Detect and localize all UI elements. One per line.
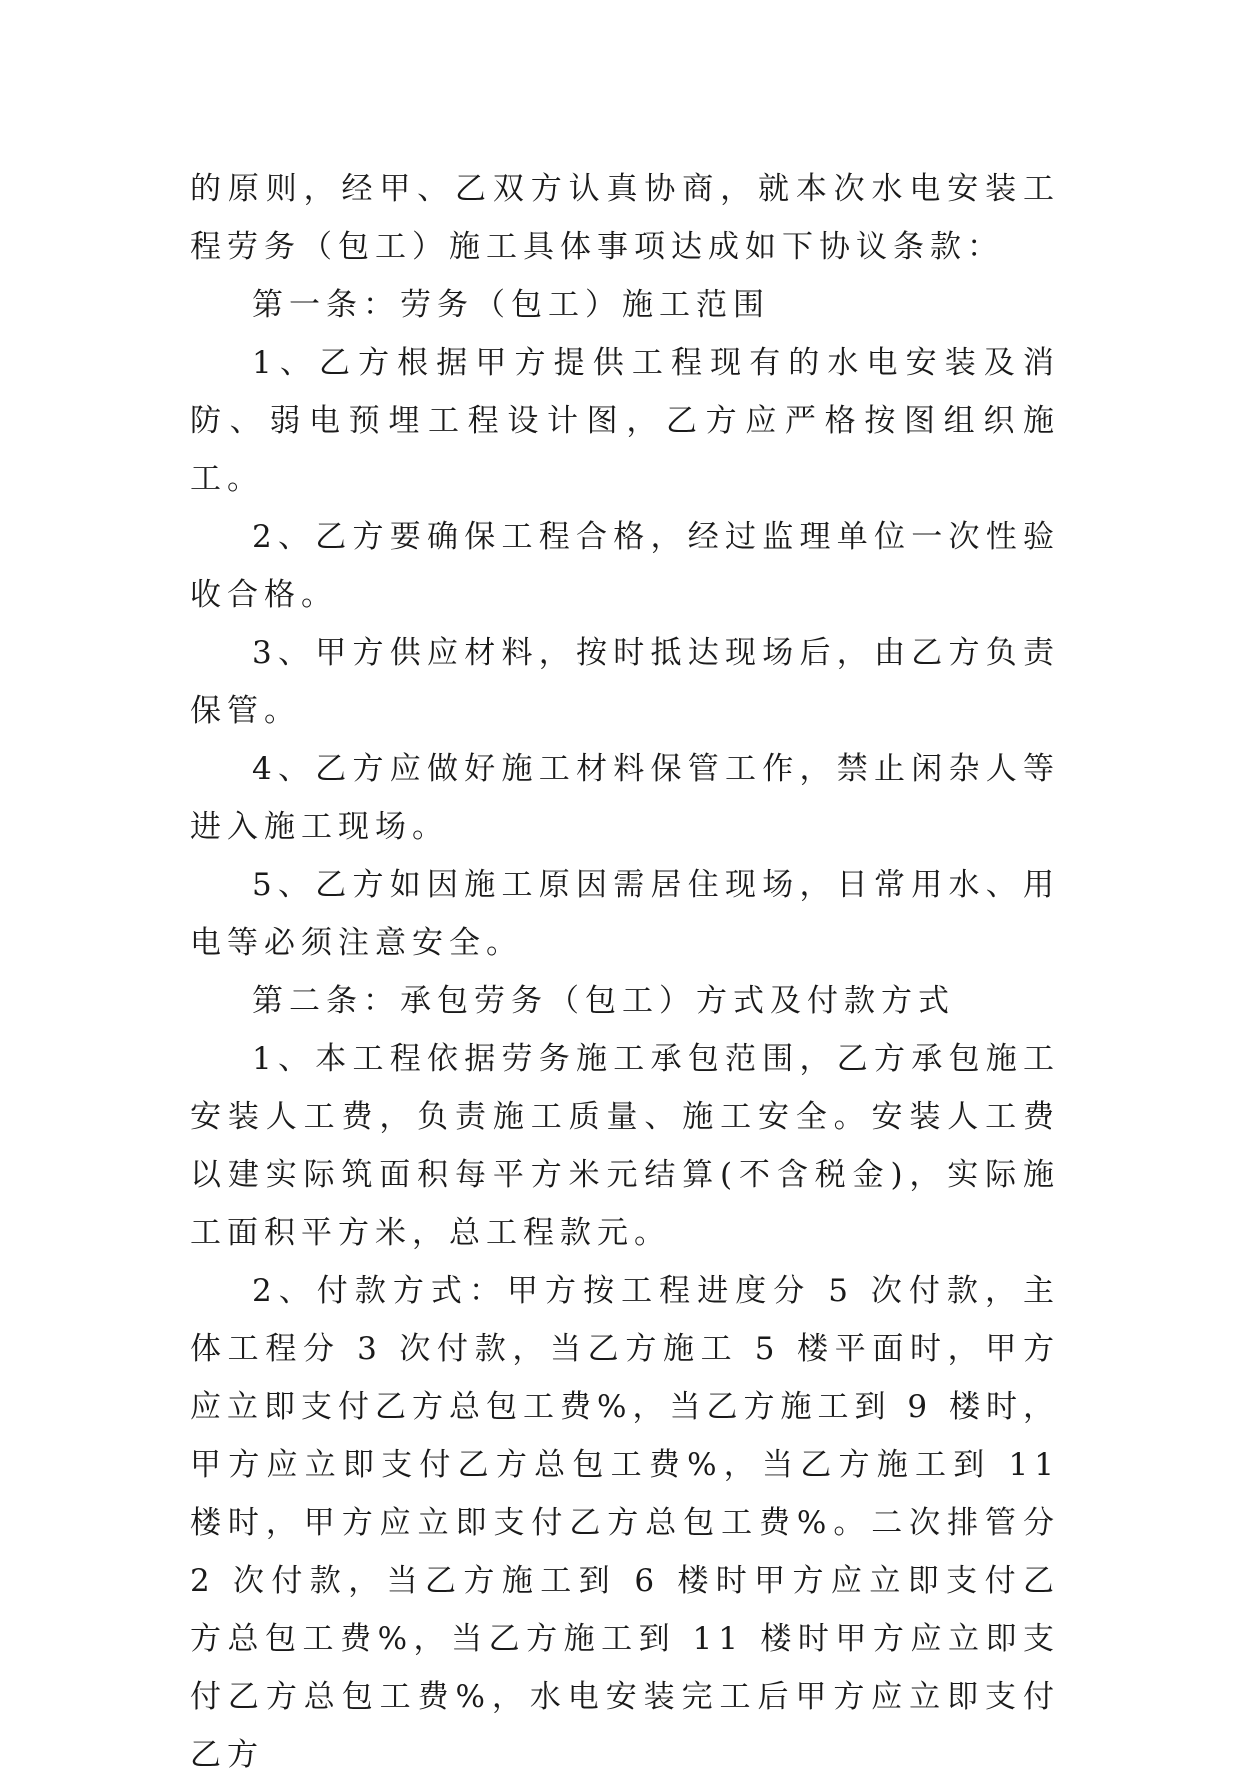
article-1-clause-3: 3、甲方供应材料，按时抵达现场后，由乙方负责保管。 bbox=[190, 635, 1060, 729]
article-1-clause-4: 4、乙方应做好施工材料保管工作，禁止闲杂人等进入施工现场。 bbox=[190, 751, 1060, 845]
article-1-heading: 第一条：劳务（包工）施工范围 bbox=[252, 287, 770, 323]
article-2-clause-2: 2、付款方式：甲方按工程进度分 5 次付款，主体工程分 3 次付款，当乙方施工 5 楼平面时，甲方应立即支付乙方总包工费%，当乙方施工到 9 楼时，甲方应立即支付乙方总包工费%，当乙方施工到 11 楼时，甲方应立即支付乙方总包工费%。二次排管分 2 次付款，当乙方施工到 6 楼时甲方应立即支付乙方总包工费%，当乙方施工到 11 楼时甲方应立即支付乙方总包工费%，水电安装完工后甲方应立即支付乙方 bbox=[190, 1273, 1060, 1773]
article-1-clause-1: 1、乙方根据甲方提供工程现有的水电安装及消防、弱电预埋工程设计图，乙方应严格按图组织施工。 bbox=[190, 345, 1060, 497]
article-2-clause-1: 1、本工程依据劳务施工承包范围，乙方承包施工安装人工费，负责施工质量、施工安全。安装人工费以建实际筑面积每平方米元结算(不含税金)，实际施工面积平方米，总工程款元。 bbox=[190, 1041, 1060, 1251]
paragraph-intro: 的原则，经甲、乙双方认真协商，就本次水电安装工程劳务（包工）施工具体事项达成如下协议条款： bbox=[190, 171, 1060, 265]
document-body bbox=[190, 160, 1060, 1784]
article-1-clause-5: 5、乙方如因施工原因需居住现场，日常用水、用电等必须注意安全。 bbox=[190, 867, 1060, 961]
article-1-clause-2: 2、乙方要确保工程合格，经过监理单位一次性验收合格。 bbox=[190, 519, 1060, 613]
article-2-heading: 第二条：承包劳务（包工）方式及付款方式 bbox=[252, 983, 955, 1019]
